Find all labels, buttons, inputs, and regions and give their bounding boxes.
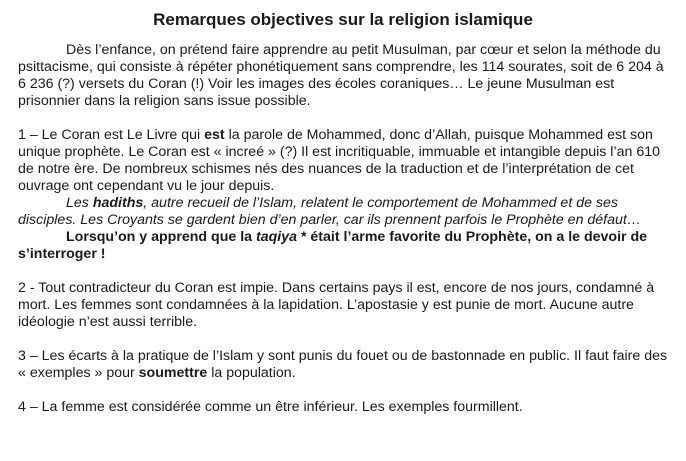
point-1-text-c: la parole de Mohammed, donc d’Allah, puisque Mohammed est son unique prophète. Le Coran est « increé » (?) Il est incritiquable, immuable et intangible depuis l’an 610 de notre ère. De nombreux schismes nés des nuances de la traduction et de l’interprétation de cet ouvrage ont cependant vu le jour depuis.	[18, 127, 660, 194]
point-3-text-c: la population.	[207, 365, 296, 381]
taqiya-term: taqiya	[255, 229, 297, 245]
paragraph-gap	[18, 263, 668, 280]
hadiths-text-c: , autre recueil de l’Islam, relatent le comportement de Mohammed et de ses disciples. Les Croyants se gardent bien d’en parler, car ils prennent parfois le Prophète en défaut…	[18, 195, 642, 228]
document-page	[18, 10, 668, 416]
taqiya-text-c: * était l’arme favorite du Prophète, on a le devoir de s’interroger !	[18, 229, 648, 262]
paragraph-gap	[18, 110, 668, 127]
point-2-paragraph: 2 - Tout contradicteur du Coran est impie. Dans certains pays il est, encore de nos jours, condamné à mort. Les femmes sont condamnées à la lapidation. L’apostasie y est punie de mort. Aucune autre idéologie n’est aussi terrible.	[18, 280, 655, 330]
point-3-emphasis: soumettre	[138, 365, 208, 381]
point-1-paragraph	[18, 127, 668, 195]
point-3-text-a: 3 – Les écarts à la pratique de l’Islam y sont punis du fouet ou de bastonnade en public. Il faut faire des « exemples » pour	[18, 348, 668, 381]
paragraph-gap	[18, 382, 668, 399]
hadiths-text-a: Les	[66, 195, 93, 211]
point-3-paragraph	[18, 348, 668, 382]
taqiya-text-a: Lorsqu’on y apprend que la	[66, 229, 256, 245]
taqiya-paragraph	[18, 229, 668, 263]
hadiths-emphasis: hadiths	[92, 195, 144, 211]
hadiths-paragraph	[18, 195, 668, 229]
point-1-emphasis: est	[204, 127, 225, 143]
intro-paragraph: Dès l’enfance, on prétend faire apprendre au petit Musulman, par cœur et selon la méthode du psittacisme, qui consiste à répéter phonétiquement sans comprendre, les 114 sourates, soit de 6 204 à 6 236 (?) versets du Coran (!) Voir les images des écoles coraniques… Le jeune Musulman est prisonnier dans la religion sans issue possible.	[18, 42, 664, 109]
paragraph-gap	[18, 331, 668, 348]
document-title: Remarques objectives sur la religion islamique	[153, 10, 533, 29]
document-body	[18, 42, 668, 416]
point-1-text-a: 1 – Le Coran est Le Livre qui	[18, 127, 205, 143]
point-4-paragraph: 4 – La femme est considérée comme un être inférieur. Les exemples fourmillent.	[18, 399, 523, 415]
